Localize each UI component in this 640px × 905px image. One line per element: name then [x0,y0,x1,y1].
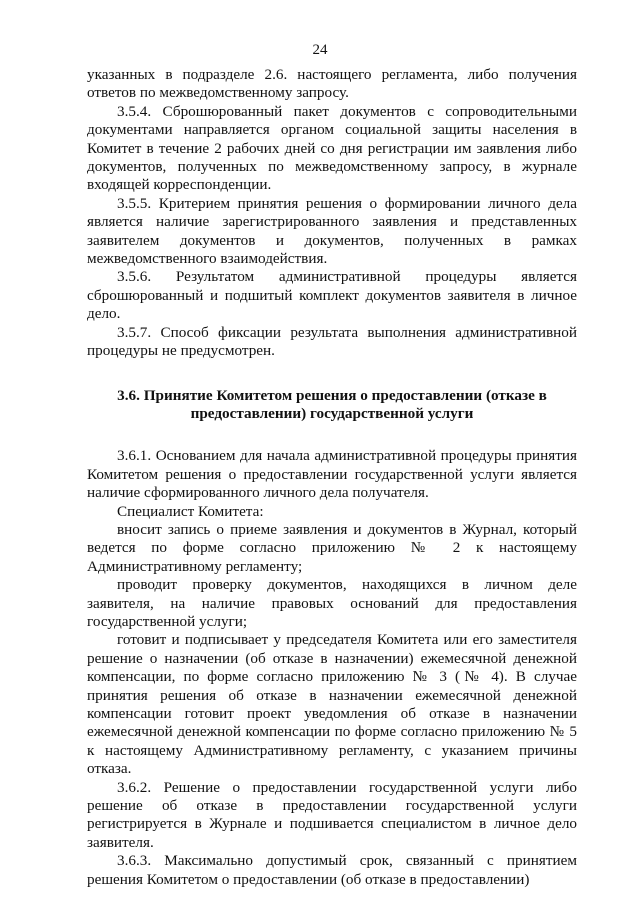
paragraph-3-6-2: 3.6.2. Решение о предоставлении государственной услуги либо решение об отказе в предоставлении государственной услуги регистрируется в Журнале и подшивается специалистом в личное дело заявителя. [87,778,577,851]
paragraph-decision-prep: готовит и подписывает у председателя Комитета или его заместителя решение о назначении (об отказе в назначении) ежемесячной денежной компенсации, по форме согласно приложению № 3 (№ 4). В случае принятия решения об отказе в назначении ежемесячной денежной компенсации готовит проект уведомления об отказе в назначении ежемесячной денежной компенсации по форме согласно приложению № 5 к настоящему Административному регламенту, с указанием причины отказа. [87,631,577,778]
paragraph-continuation: указанных в подразделе 2.6. настоящего регламента, либо получения ответов по межведомственному запросу. [87,66,577,102]
page-number: 24 [312,42,328,58]
paragraph-3-5-7: 3.5.7. Способ фиксации результата выполнения административной процедуры не предусмотрен. [87,323,577,360]
paragraph-3-6-1: 3.6.1. Основанием для начала административной процедуры принятия Комитетом решения о предоставлении государственной услуги является наличие сформированного личного дела получателя. [87,447,577,502]
paragraph-3-6-3: 3.6.3. Максимально допустимый срок, связанный с принятием решения Комитетом о предоставлении (об отказе в предоставлении) [87,852,577,888]
paragraph-3-5-6: 3.5.6. Результатом административной процедуры является сброшюрованный и подшитый комплект документов заявителя в личное дело. [87,268,577,323]
paragraph-document-check: проводит проверку документов, находящихся в личном деле заявителя, на наличие правовых оснований для предоставления государственной услуги; [87,576,577,630]
page-content [87,66,577,889]
paragraph-3-5-5: 3.5.5. Критерием принятия решения о формировании личного дела является наличие зарегистрированного заявления и представленных заявителем документов и документов, полученных в рамках межведомственного взаимодействия. [87,194,577,268]
paragraph-specialist: Специалист Комитета: [117,502,264,520]
section-heading: 3.6. Принятие Комитетом решения о предоставлении (отказе в предоставлении) государственной услуги [117,386,547,422]
paragraph-3-5-4: 3.5.4. Сброшюрованный пакет документов с сопроводительными документами направляется органом социальной защиты населения в Комитет в течение 2 рабочих дней со дня регистрации им заявления либо документов, полученных по межведомственному запросу, в журнале входящей корреспонденции. [87,102,577,194]
paragraph-journal-entry: вносит запись о приеме заявления и документов в Журнал, который ведется по форме согласно приложению № 2 к настоящему Административному регламенту; [87,520,577,575]
